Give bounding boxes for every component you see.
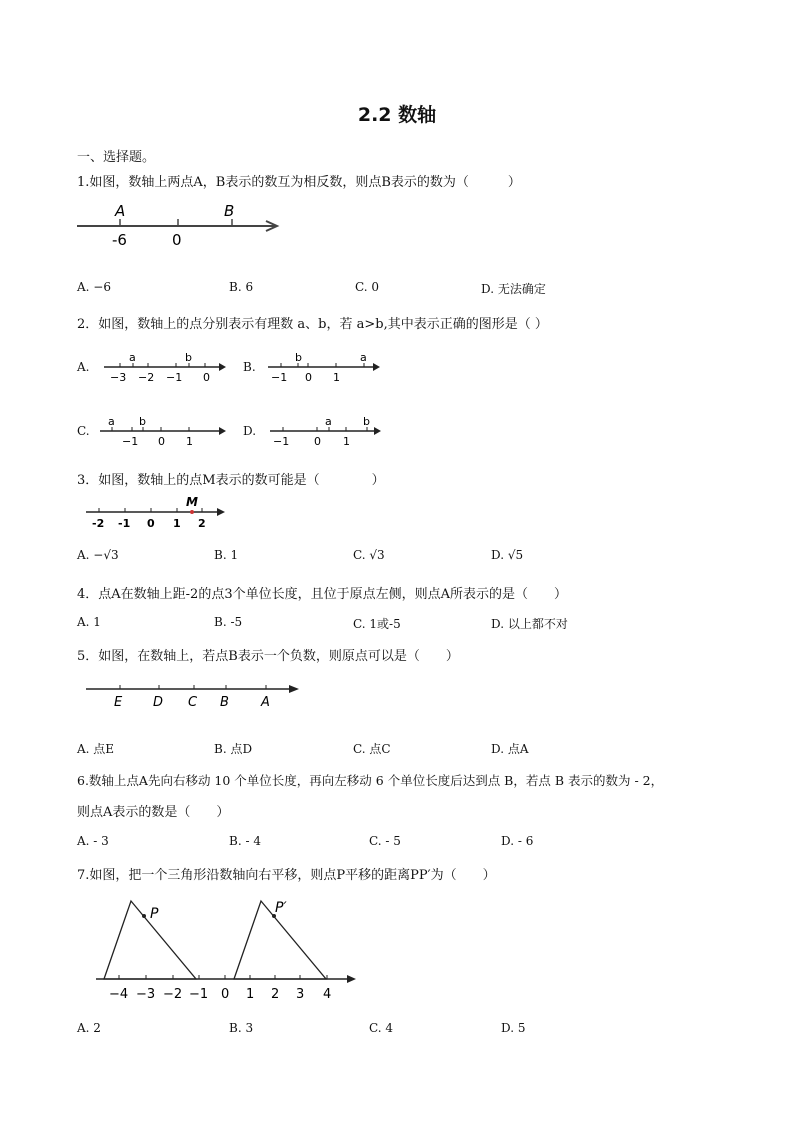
q3-tick: 0 [147, 517, 155, 530]
q6-option-d[interactable]: D. - 6 [501, 834, 534, 848]
question-3-stem: 3．如图，数轴上的点M表示的数可能是（ ） [77, 473, 385, 488]
q5-point-e: E [114, 695, 123, 710]
q2b-tick: 0 [305, 371, 312, 384]
q7-tick: 0 [221, 987, 230, 1002]
q2b-label-b: b [295, 351, 302, 364]
q7-option-a[interactable]: A. 2 [77, 1021, 101, 1035]
q2a-tick: 0 [203, 371, 210, 384]
q7-tick: −2 [163, 987, 183, 1002]
q7-option-b[interactable]: B. 3 [229, 1021, 254, 1035]
q1-option-b[interactable]: B. 6 [229, 280, 254, 294]
q4-option-c[interactable]: C. 1或-5 [353, 617, 401, 631]
question-4-stem: 4．点A在数轴上距-2的点3个单位长度，且位于原点左侧，则点A所表示的是（ ） [77, 587, 567, 602]
q2-option-d[interactable]: D. [243, 424, 257, 438]
q2c-tick: −1 [122, 435, 139, 448]
q2a-tick: −2 [138, 371, 155, 384]
q3-tick: 1 [173, 517, 181, 530]
q5-option-a[interactable]: A. 点E [77, 742, 115, 756]
q2d-tick: 0 [314, 435, 321, 448]
q5-option-d[interactable]: D. 点A [491, 742, 529, 756]
section-heading: 一、选择题。 [77, 150, 156, 165]
q2a-label-a: a [129, 351, 136, 364]
question-1-stem: 1.如图，数轴上两点A，B表示的数互为相反数，则点B表示的数为（ ） [77, 175, 521, 190]
q7-tick: 1 [246, 987, 255, 1002]
q1-tick-0: 0 [172, 231, 182, 249]
q6-option-c[interactable]: C. - 5 [369, 834, 401, 848]
q1-tick-neg6: -6 [112, 231, 127, 249]
q2c-tick: 1 [186, 435, 193, 448]
q3-tick: 2 [198, 517, 206, 530]
q1-option-a[interactable]: A. −6 [77, 280, 111, 294]
q7-option-c[interactable]: C. 4 [369, 1021, 394, 1035]
q2c-tick: 0 [158, 435, 165, 448]
q6-option-a[interactable]: A. - 3 [77, 834, 109, 848]
q3-option-d[interactable]: D. √5 [491, 548, 524, 562]
q7-tick: −1 [189, 987, 209, 1002]
q2b-label-a: a [360, 351, 367, 364]
q7-tick: 3 [296, 987, 305, 1002]
q3-option-c[interactable]: C. √3 [353, 548, 385, 562]
q2b-tick: −1 [271, 371, 288, 384]
q1-option-c[interactable]: C. 0 [355, 280, 380, 294]
q7-tick: −4 [109, 987, 129, 1002]
page-title: 2.2 数轴 [357, 104, 437, 126]
q4-option-d[interactable]: D. 以上都不对 [491, 617, 568, 631]
q4-option-a[interactable]: A. 1 [77, 615, 101, 629]
q7-tick: 4 [323, 987, 332, 1002]
q7-option-d[interactable]: D. 5 [501, 1021, 526, 1035]
question-6-stem-line2: 则点A表示的数是（ ） [77, 805, 230, 820]
q2d-label-b: b [363, 415, 370, 428]
q3-tick: -2 [92, 517, 105, 530]
q2a-label-b: b [185, 351, 192, 364]
q2-option-c[interactable]: C. [77, 424, 90, 438]
q7-label-p-prime: P′ [275, 900, 287, 916]
q1-label-b: B [224, 202, 235, 220]
q2a-tick: −1 [166, 371, 183, 384]
q3-tick: -1 [118, 517, 131, 530]
question-6-stem-line1: 6.数轴上点A先向右移动 10 个单位长度，再向左移动 6 个单位长度后达到点 B，若点 B 表示的数为 - 2， [77, 773, 664, 788]
q2-option-a[interactable]: A. [77, 360, 90, 374]
q1-label-a: A [115, 202, 126, 220]
q2-option-b[interactable]: B. [243, 360, 256, 374]
q2d-label-a: a [325, 415, 332, 428]
q2d-tick: 1 [343, 435, 350, 448]
q6-option-b[interactable]: B. - 4 [229, 834, 261, 848]
q5-option-c[interactable]: C. 点C [353, 742, 391, 756]
q5-point-c: C [188, 695, 198, 710]
question-7-stem: 7.如图，把一个三角形沿数轴向右平移，则点P平移的距离PP′为（ ） [77, 868, 496, 883]
q7-tick: −3 [136, 987, 156, 1002]
q2a-tick: −3 [110, 371, 127, 384]
question-2-stem: 2．如图，数轴上的点分别表示有理数 a、b，若 a>b,其中表示正确的图形是（ ） [77, 317, 548, 332]
q5-point-d: D [153, 695, 164, 710]
q5-point-b: B [220, 695, 229, 710]
q2c-label-a: a [108, 415, 115, 428]
q3-label-m: M [186, 495, 198, 509]
q3-option-a[interactable]: A. −√3 [77, 548, 119, 562]
question-5-stem: 5．如图，在数轴上，若点B表示一个负数，则原点可以是（ ） [77, 649, 459, 664]
q2b-tick: 1 [333, 371, 340, 384]
q3-option-b[interactable]: B. 1 [214, 548, 239, 562]
q4-option-b[interactable]: B. -5 [214, 615, 243, 629]
q5-option-b[interactable]: B. 点D [214, 742, 253, 756]
q7-tick: 2 [271, 987, 280, 1002]
q5-point-a: A [261, 695, 270, 710]
q2c-label-b: b [139, 415, 146, 428]
q7-label-p: P [150, 906, 159, 922]
q1-option-d[interactable]: D. 无法确定 [481, 282, 546, 296]
q2d-tick: −1 [273, 435, 290, 448]
